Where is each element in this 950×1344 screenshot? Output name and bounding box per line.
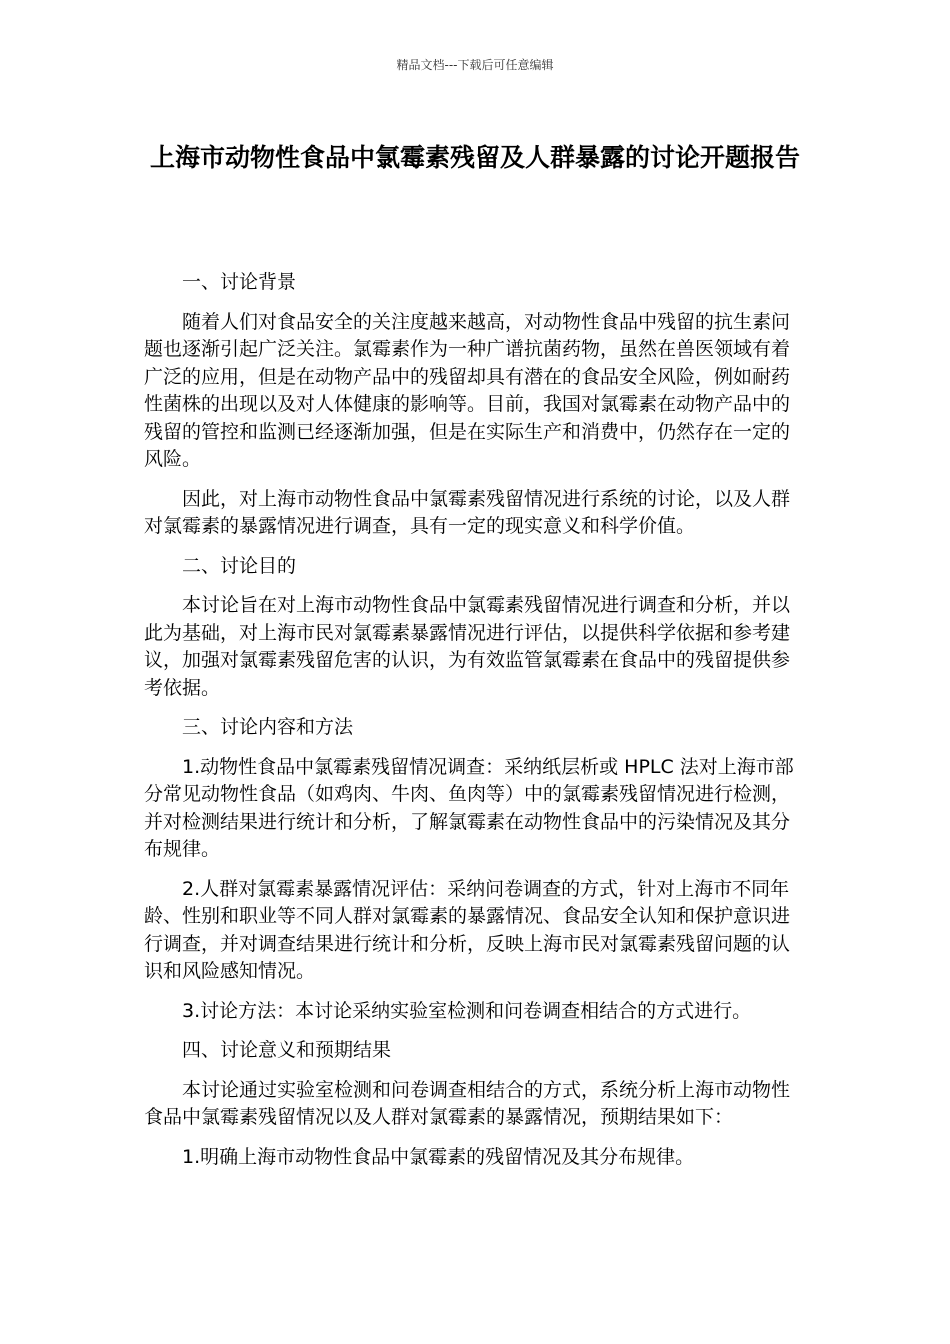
page-header-note: 精品文档---下载后可任意编辑 <box>396 58 554 72</box>
section-heading-purpose: 二、讨论目的 <box>182 554 297 577</box>
paragraph-methods-2: 2.人群对氯霉素暴露情况评估：采纳问卷调查的方式，针对上海市不同年龄、性别和职业等不同人群对氯霉素的暴露情况、食品安全认知和保护意识进行调查，并对调查结果进行统计和分析，反映上海市民对氯霉素残留问题的认识和风险感知情况。 <box>144 877 791 982</box>
document-title: 上海市动物性食品中氯霉素残留及人群暴露的讨论开题报告 <box>149 143 800 172</box>
paragraph-background-2: 因此，对上海市动物性食品中氯霉素残留情况进行系统的讨论，以及人群对氯霉素的暴露情况进行调查，具有一定的现实意义和科学价值。 <box>144 487 791 537</box>
section-heading-significance: 四、讨论意义和预期结果 <box>182 1039 392 1061</box>
paragraph-methods-3: 3.讨论方法：本讨论采纳实验室检测和问卷调查相结合的方式进行。 <box>182 999 752 1022</box>
paragraph-background-1: 随着人们对食品安全的关注度越来越高，对动物性食品中残留的抗生素问题也逐渐引起广泛关注。氯霉素作为一种广谱抗菌药物，虽然在兽医领域有着广泛的应用，但是在动物产品中的残留却具有潜在的食品安全风险，例如耐药性菌株的出现以及对人体健康的影响等。目前，我国对氯霉素在动物产品中的残留的管控和监测已经逐渐加强，但是在实际生产和消费中，仍然存在一定的风险。 <box>144 310 791 470</box>
paragraph-methods-1: 1.动物性食品中氯霉素残留情况调查：采纳纸层析或 HPLC 法对上海市部分常见动物性食品（如鸡肉、牛肉、鱼肉等）中的氯霉素残留情况进行检测，并对检测结果进行统计和分析，了解氯霉素在动物性食品中的污染情况及其分布规律。 <box>144 755 794 860</box>
document-body <box>144 269 808 1183</box>
paragraph-purpose-1: 本讨论旨在对上海市动物性食品中氯霉素残留情况进行调查和分析，并以此为基础，对上海市民对氯霉素暴露情况进行评估，以提供科学依据和参考建议，加强对氯霉素残留危害的认识，为有效监管氯霉素在食品中的残留提供参考依据。 <box>144 594 791 699</box>
section-heading-background: 一、讨论背景 <box>182 271 297 293</box>
paragraph-significance-2: 1.明确上海市动物性食品中氯霉素的残留情况及其分布规律。 <box>182 1145 695 1168</box>
paragraph-significance-1: 本讨论通过实验室检测和问卷调查相结合的方式，系统分析上海市动物性食品中氯霉素残留情况以及人群对氯霉素的暴露情况，预期结果如下： <box>144 1078 791 1128</box>
section-heading-methods: 三、讨论内容和方法 <box>182 716 354 738</box>
